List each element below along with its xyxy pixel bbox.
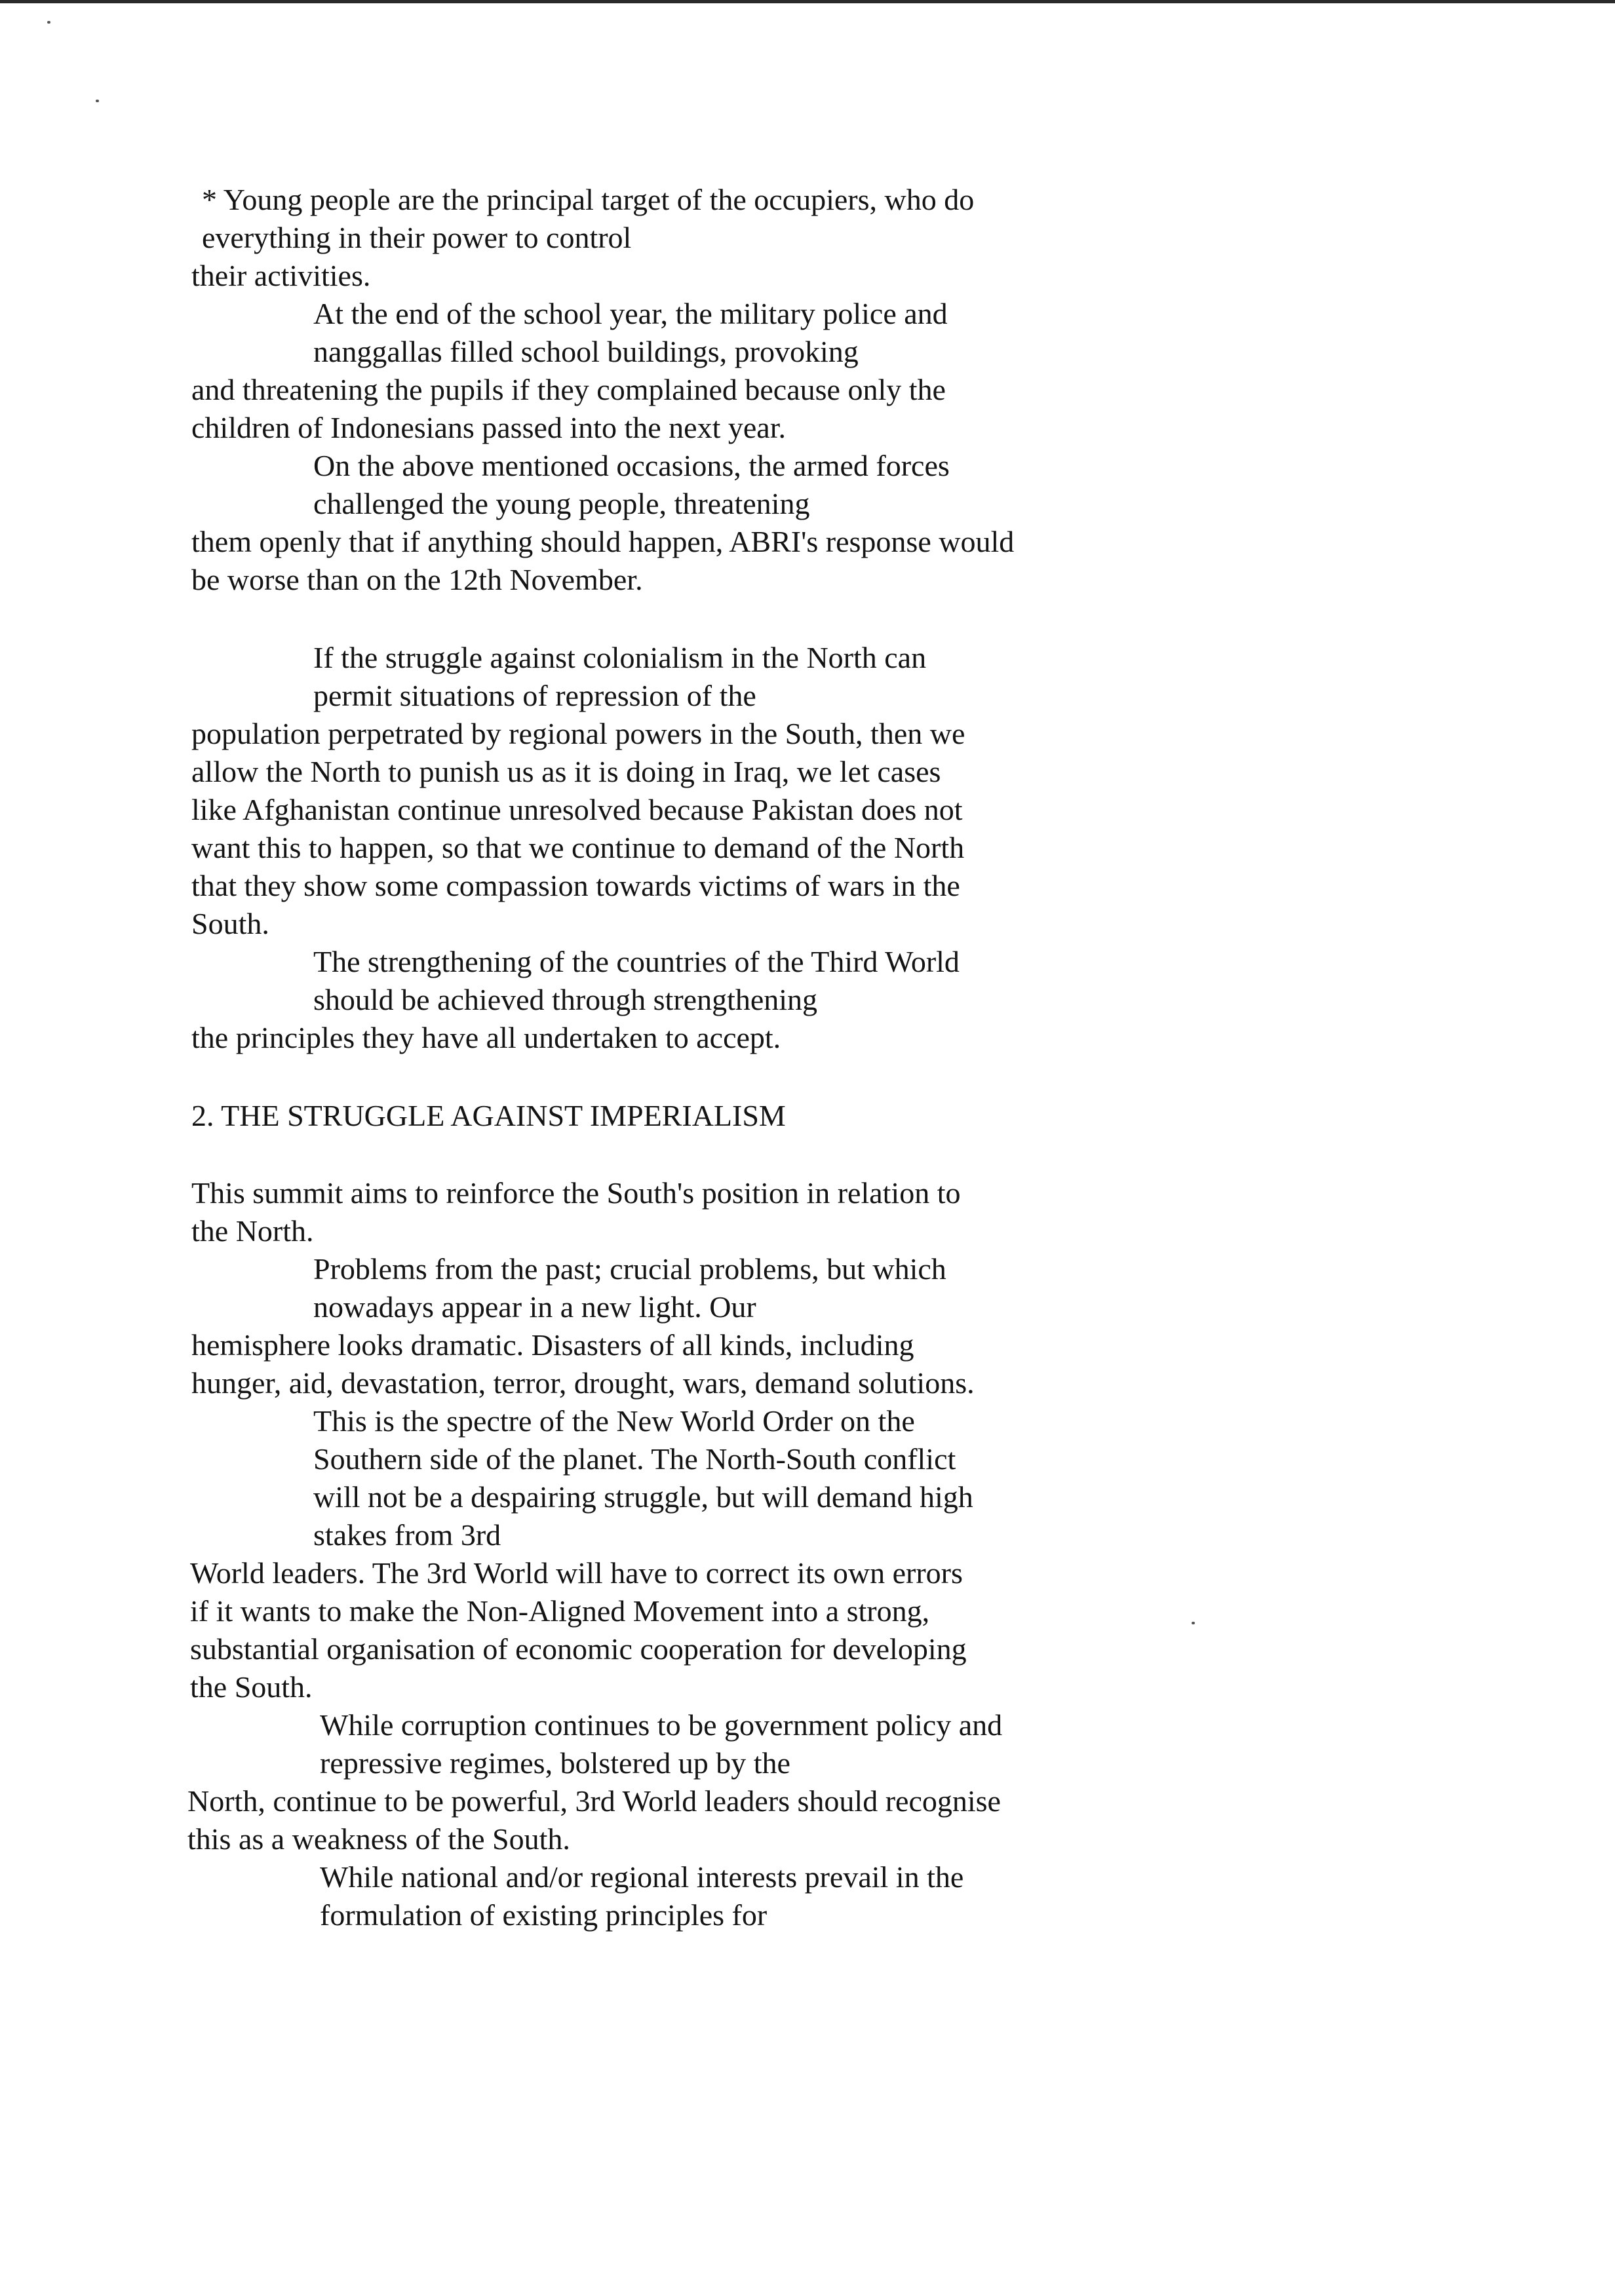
text-line: the principles they have all undertaken to accept. [191, 1021, 781, 1054]
text-line: that they show some compassion towards victims of wars in the [191, 869, 960, 902]
text-line: On the above mentioned occasions, the armed forces [313, 449, 950, 482]
text-line: the North. [191, 1214, 314, 1248]
text-line: While national and/or regional interests prevail in the [320, 1860, 964, 1894]
text-line: be worse than on the 12th November. [191, 563, 643, 596]
scan-speck [96, 100, 99, 102]
text-line: their activities. [191, 259, 371, 292]
text-line: want this to happen, so that we continue to demand of the North [191, 831, 965, 864]
text-line: hunger, aid, devastation, terror, drought, wars, demand solutions. [191, 1366, 975, 1400]
text-line: repressive regimes, bolstered up by the [320, 1746, 790, 1780]
text-line: If the struggle against colonialism in the North can [313, 641, 927, 674]
text-line: South. [191, 907, 269, 940]
text-line: North, continue to be powerful, 3rd World leaders should recognise [187, 1784, 1001, 1818]
text-line: should be achieved through strengthening [313, 983, 818, 1016]
text-line: This summit aims to reinforce the South's position in relation to [191, 1176, 961, 1210]
text-line: children of Indonesians passed into the next year. [191, 411, 786, 444]
text-line: World leaders. The 3rd World will have to correct its own errors [190, 1556, 963, 1590]
text-line: will not be a despairing struggle, but will demand high [313, 1480, 973, 1514]
text-line: This is the spectre of the New World Order on the [313, 1404, 915, 1438]
text-line: everything in their power to control [202, 221, 632, 254]
text-line: While corruption continues to be government policy and [320, 1708, 1003, 1742]
text-line: stakes from 3rd [313, 1518, 501, 1552]
text-line: Southern side of the planet. The North-South conflict [313, 1442, 956, 1476]
text-line: permit situations of repression of the [313, 679, 756, 712]
scan-edge-rule [0, 0, 1615, 3]
text-line: The strengthening of the countries of the Third World [313, 945, 960, 978]
scan-speck [1192, 1622, 1195, 1624]
text-line: At the end of the school year, the military police and [313, 297, 948, 330]
text-line: like Afghanistan continue unresolved because Pakistan does not [191, 793, 963, 826]
text-line: formulation of existing principles for [320, 1898, 768, 1932]
text-line: population perpetrated by regional powers in the South, then we [191, 717, 965, 750]
text-line: and threatening the pupils if they complained because only the [191, 373, 946, 406]
text-line: this as a weakness of the South. [187, 1822, 570, 1856]
text-line: allow the North to punish us as it is doing in Iraq, we let cases [191, 755, 941, 788]
text-line: them openly that if anything should happen, ABRI's response would [191, 525, 1015, 558]
scan-speck [47, 21, 50, 24]
text-line: challenged the young people, threatening [313, 487, 810, 520]
section-heading: 2. THE STRUGGLE AGAINST IMPERIALISM [191, 1099, 786, 1132]
text-line: * Young people are the principal target of the occupiers, who do [202, 183, 975, 216]
text-line: Problems from the past; crucial problems, but which [313, 1252, 946, 1286]
text-line: nowadays appear in a new light. Our [313, 1290, 756, 1324]
text-line: hemisphere looks dramatic. Disasters of all kinds, including [191, 1328, 914, 1362]
text-line: if it wants to make the Non-Aligned Movement into a strong, [190, 1594, 930, 1628]
text-line: the South. [190, 1670, 313, 1704]
text-line: substantial organisation of economic cooperation for developing [190, 1632, 967, 1666]
text-line: nanggallas filled school buildings, provoking [313, 335, 859, 368]
